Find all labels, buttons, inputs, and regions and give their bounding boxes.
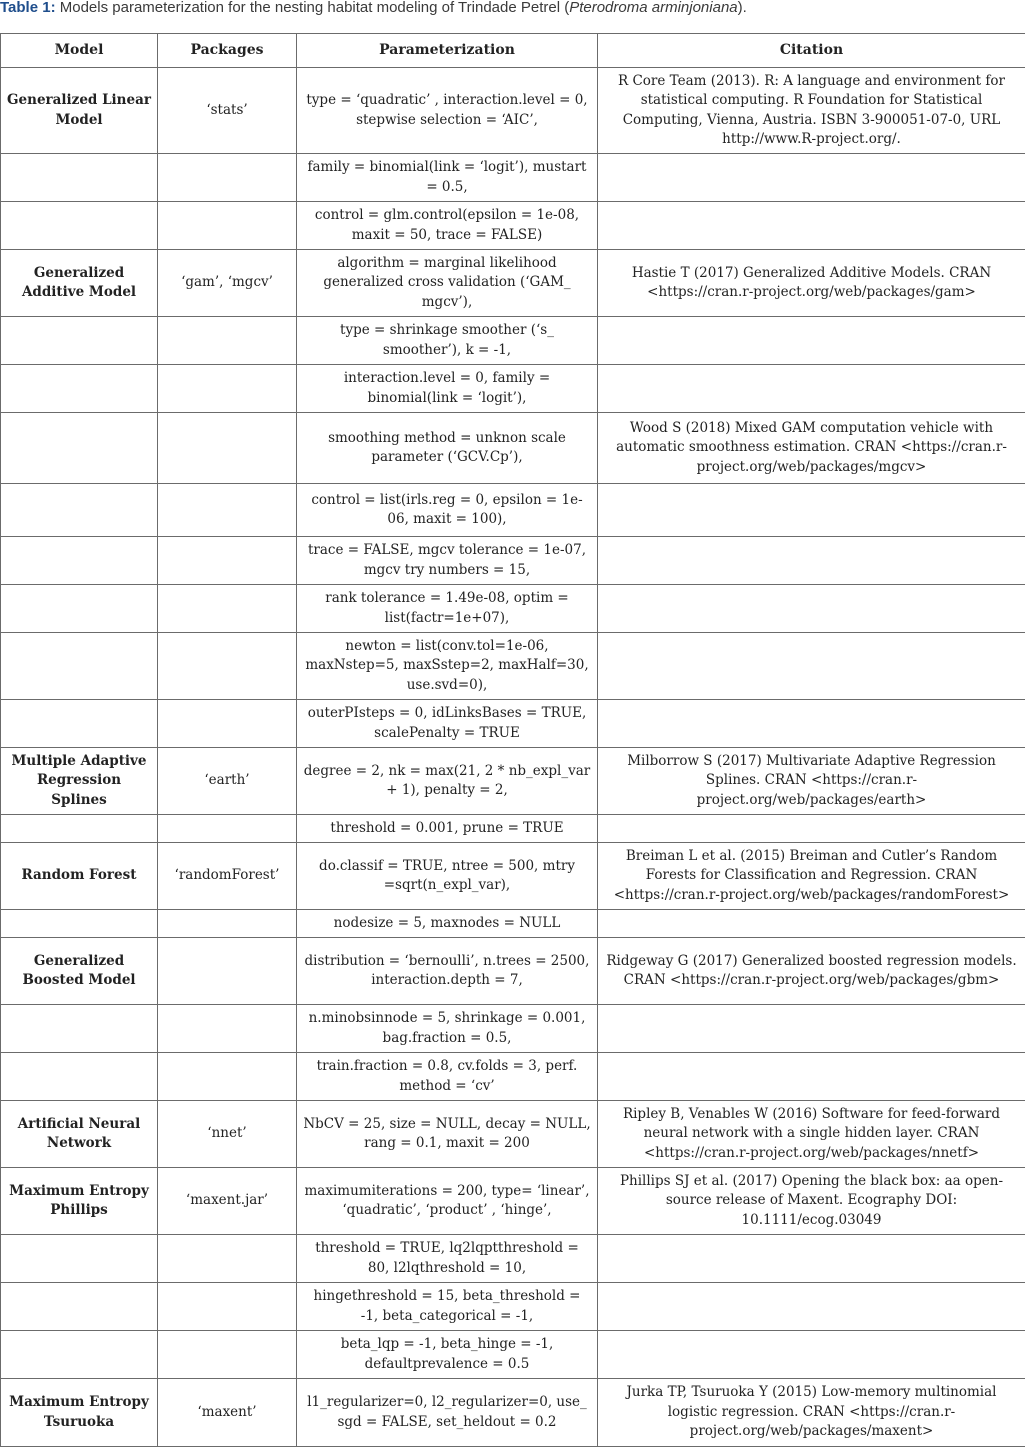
cell-packages — [158, 1283, 297, 1331]
table-row — [1, 250, 1025, 317]
cell-param: maximumiterations = 200, type= ‘linear’, ‘quadratic’, ‘product’ , ‘hinge’, — [297, 1168, 598, 1235]
cell-citation: Milborrow S (2017) Multivariate Adaptive Regression Splines. CRAN <https://cran.r-project.org/web/packages/earth> — [598, 748, 1025, 815]
table-row — [1, 1005, 1025, 1053]
cell-model — [1, 317, 158, 365]
cell-model — [1, 484, 158, 537]
cell-model — [1, 1053, 158, 1101]
table-row — [1, 633, 1025, 700]
cell-citation — [598, 1235, 1025, 1283]
table-row — [1, 585, 1025, 633]
cell-param: n.minobsinnode = 5, shrinkage = 0.001, bag.fraction = 0.5, — [297, 1005, 598, 1053]
header-model: Model — [1, 34, 158, 68]
cell-packages — [158, 1053, 297, 1101]
table-row — [1, 154, 1025, 202]
cell-citation — [598, 700, 1025, 748]
cell-model — [1, 700, 158, 748]
cell-model — [1, 537, 158, 585]
cell-citation: R Core Team (2013). R: A language and environment for statistical computing. R Foundation for Statistical Computing, Vienna, Austria. ISBN 3-900051-07-0, URL http://www.R-project.org/. — [598, 68, 1025, 154]
cell-model — [1, 910, 158, 938]
cell-param: threshold = 0.001, prune = TRUE — [297, 815, 598, 843]
cell-param: type = shrinkage smoother (‘s_ smoother’), k = -1, — [297, 317, 598, 365]
table-row — [1, 748, 1025, 815]
cell-model — [1, 1331, 158, 1379]
cell-packages: ‘maxent’ — [158, 1379, 297, 1447]
cell-param: nodesize = 5, maxnodes = NULL — [297, 910, 598, 938]
cell-citation: Jurka TP, Tsuruoka Y (2015) Low-memory multinomial logistic regression. CRAN <https://cran.r-project.org/web/packages/maxent> — [598, 1379, 1025, 1447]
cell-citation: Breiman L et al. (2015) Breiman and Cutler’s Random Forests for Classification and Regression. CRAN <https://cran.r-project.org/web/packages/randomForest> — [598, 843, 1025, 910]
cell-param: l1_regularizer=0, l2_regularizer=0, use_ sgd = FALSE, set_heldout = 0.2 — [297, 1379, 598, 1447]
cell-packages — [158, 585, 297, 633]
caption-species: Pterodroma arminjoniana — [569, 0, 737, 16]
cell-packages — [158, 633, 297, 700]
table-row — [1, 317, 1025, 365]
cell-citation — [598, 365, 1025, 413]
header-citation: Citation — [598, 34, 1025, 68]
cell-citation — [598, 910, 1025, 938]
cell-citation — [598, 202, 1025, 250]
cell-model: Generalized Linear Model — [1, 68, 158, 154]
cell-model: Artificial Neural Network — [1, 1101, 158, 1168]
cell-model — [1, 202, 158, 250]
cell-model: Generalized Boosted Model — [1, 938, 158, 1005]
header-row — [1, 34, 1025, 68]
cell-citation — [598, 317, 1025, 365]
cell-param: NbCV = 25, size = NULL, decay = NULL, rang = 0.1, maxit = 200 — [297, 1101, 598, 1168]
cell-citation — [598, 585, 1025, 633]
cell-param: type = ‘quadratic’ , interaction.level = 0, stepwise selection = ‘AIC’, — [297, 68, 598, 154]
cell-packages: ‘gam’, ‘mgcv’ — [158, 250, 297, 317]
cell-citation: Ridgeway G (2017) Generalized boosted regression models. CRAN <https://cran.r-project.org/web/packages/gbm> — [598, 938, 1025, 1005]
cell-param: trace = FALSE, mgcv tolerance = 1e-07, mgcv try numbers = 15, — [297, 537, 598, 585]
table-row — [1, 815, 1025, 843]
table-row — [1, 484, 1025, 537]
table-caption — [0, 0, 1025, 20]
cell-packages — [158, 484, 297, 537]
table-row — [1, 1168, 1025, 1235]
table-row — [1, 365, 1025, 413]
cell-param: algorithm = marginal likelihood generalized cross validation (‘GAM_ mgcv’), — [297, 250, 598, 317]
models-table — [0, 33, 1025, 1447]
cell-citation — [598, 1283, 1025, 1331]
cell-packages — [158, 700, 297, 748]
table-row — [1, 413, 1025, 484]
cell-packages — [158, 1235, 297, 1283]
table-row — [1, 202, 1025, 250]
table-row — [1, 1331, 1025, 1379]
cell-citation — [598, 1331, 1025, 1379]
table-row — [1, 1379, 1025, 1447]
table-row — [1, 1235, 1025, 1283]
table-row — [1, 910, 1025, 938]
cell-packages — [158, 154, 297, 202]
table-row — [1, 938, 1025, 1005]
cell-model — [1, 633, 158, 700]
table-row — [1, 700, 1025, 748]
cell-citation — [598, 633, 1025, 700]
cell-citation — [598, 815, 1025, 843]
cell-param: outerPIsteps = 0, idLinksBases = TRUE, scalePenalty = TRUE — [297, 700, 598, 748]
cell-param: interaction.level = 0, family = binomial(link = ‘logit’), — [297, 365, 598, 413]
cell-model — [1, 1283, 158, 1331]
cell-packages — [158, 938, 297, 1005]
cell-packages: ‘randomForest’ — [158, 843, 297, 910]
cell-model — [1, 585, 158, 633]
cell-param: distribution = ‘bernoulli’, n.trees = 2500, interaction.depth = 7, — [297, 938, 598, 1005]
cell-packages: ‘earth’ — [158, 748, 297, 815]
cell-model — [1, 154, 158, 202]
table-row — [1, 843, 1025, 910]
cell-packages — [158, 413, 297, 484]
cell-citation — [598, 484, 1025, 537]
cell-model: Maximum Entropy Tsuruoka — [1, 1379, 158, 1447]
cell-param: hingethreshold = 15, beta_threshold = -1, beta_categorical = -1, — [297, 1283, 598, 1331]
cell-param: family = binomial(link = ‘logit’), mustart = 0.5, — [297, 154, 598, 202]
cell-model — [1, 365, 158, 413]
cell-packages — [158, 815, 297, 843]
table-row — [1, 68, 1025, 154]
cell-packages — [158, 1331, 297, 1379]
cell-param: do.classif = TRUE, ntree = 500, mtry =sqrt(n_expl_var), — [297, 843, 598, 910]
cell-packages: ‘nnet’ — [158, 1101, 297, 1168]
cell-model: Maximum Entropy Phillips — [1, 1168, 158, 1235]
cell-citation — [598, 537, 1025, 585]
cell-citation: Phillips SJ et al. (2017) Opening the black box: aa open-source release of Maxent. Ecography DOI: 10.1111/ecog.03049 — [598, 1168, 1025, 1235]
cell-param: smoothing method = unknon scale parameter (‘GCV.Cp’), — [297, 413, 598, 484]
cell-model — [1, 413, 158, 484]
cell-param: control = glm.control(epsilon = 1e-08, maxit = 50, trace = FALSE) — [297, 202, 598, 250]
cell-param: newton = list(conv.tol=1e-06, maxNstep=5, maxSstep=2, maxHalf=30, use.svd=0), — [297, 633, 598, 700]
cell-param: rank tolerance = 1.49e-08, optim = list(factr=1e+07), — [297, 585, 598, 633]
table-body — [1, 68, 1025, 1447]
cell-packages — [158, 910, 297, 938]
cell-param: train.fraction = 0.8, cv.folds = 3, perf. method = ‘cv’ — [297, 1053, 598, 1101]
cell-model: Random Forest — [1, 843, 158, 910]
caption-text: Models parameterization for the nesting habitat modeling of Trindade Petrel ( — [56, 0, 570, 16]
caption-end: ). — [738, 0, 747, 16]
caption-label: Table 1: — [0, 0, 56, 16]
cell-param: control = list(irls.reg = 0, epsilon = 1e-06, maxit = 100), — [297, 484, 598, 537]
table-row — [1, 537, 1025, 585]
cell-model: Multiple Adaptive Regression Splines — [1, 748, 158, 815]
cell-model — [1, 1235, 158, 1283]
header-parameterization: Parameterization — [297, 34, 598, 68]
table-row — [1, 1283, 1025, 1331]
cell-packages — [158, 537, 297, 585]
cell-citation: Hastie T (2017) Generalized Additive Models. CRAN <https://cran.r-project.org/web/packages/gam> — [598, 250, 1025, 317]
cell-packages — [158, 202, 297, 250]
cell-citation — [598, 1053, 1025, 1101]
header-packages: Packages — [158, 34, 297, 68]
cell-param: beta_lqp = -1, beta_hinge = -1, defaultprevalence = 0.5 — [297, 1331, 598, 1379]
cell-model — [1, 1005, 158, 1053]
cell-citation: Ripley B, Venables W (2016) Software for feed-forward neural network with a single hidden layer. CRAN <https://cran.r-project.org/web/packages/nnetf> — [598, 1101, 1025, 1168]
cell-packages — [158, 365, 297, 413]
cell-packages — [158, 317, 297, 365]
cell-packages — [158, 1005, 297, 1053]
cell-packages: ‘stats’ — [158, 68, 297, 154]
cell-param: threshold = TRUE, lq2lqptthreshold = 80, l2lqthreshold = 10, — [297, 1235, 598, 1283]
cell-citation — [598, 1005, 1025, 1053]
cell-param: degree = 2, nk = max(21, 2 * nb_expl_var + 1), penalty = 2, — [297, 748, 598, 815]
cell-packages: ‘maxent.jar’ — [158, 1168, 297, 1235]
cell-citation — [598, 154, 1025, 202]
cell-model: Generalized Additive Model — [1, 250, 158, 317]
table-row — [1, 1101, 1025, 1168]
cell-citation: Wood S (2018) Mixed GAM computation vehicle with automatic smoothness estimation. CRAN <https://cran.r-project.org/web/packages/mgcv> — [598, 413, 1025, 484]
table-row — [1, 1053, 1025, 1101]
cell-model — [1, 815, 158, 843]
